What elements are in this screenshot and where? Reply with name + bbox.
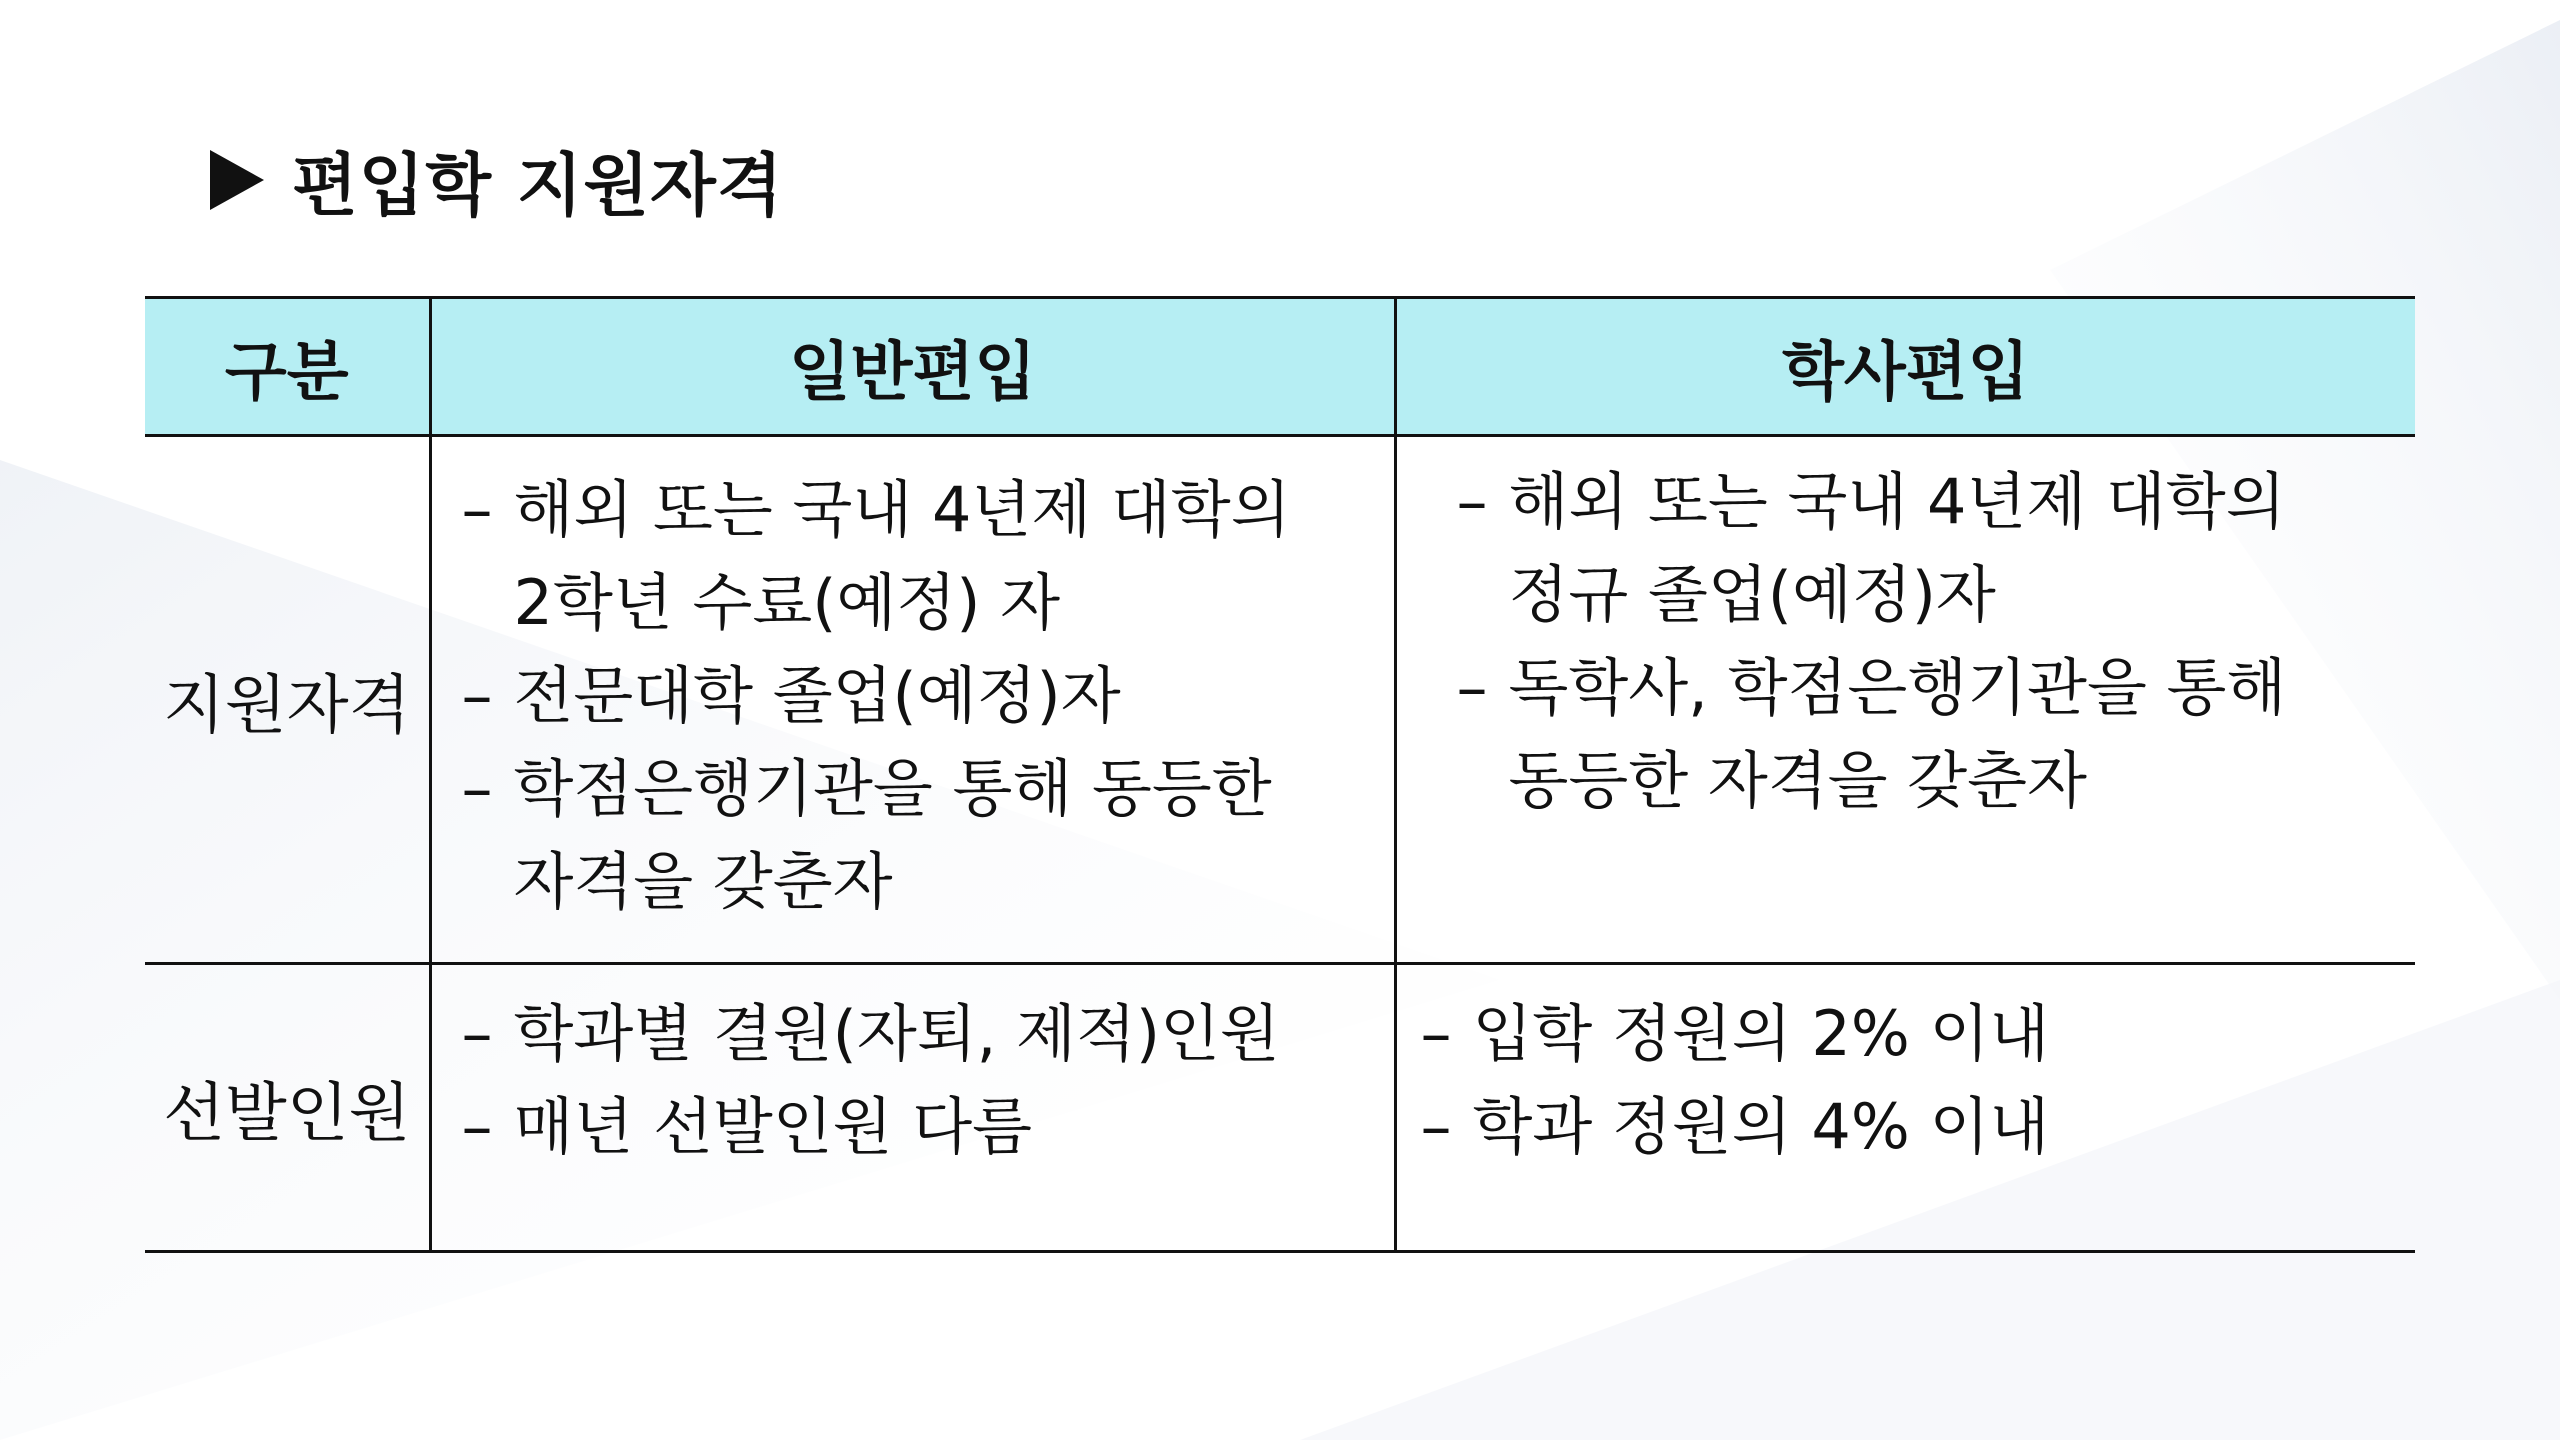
list-item: – 학과별 결원(자퇴, 제적)인원: [462, 987, 1364, 1080]
list-item: – 학과 정원의 4% 이내: [1421, 1080, 2386, 1173]
header-general-transfer: 일반편입: [430, 298, 1395, 436]
page-title: [210, 130, 784, 230]
table-row-quota: [145, 964, 2415, 1252]
row-label-quota: 선발인원: [145, 964, 430, 1252]
row-label-eligibility: 지원자격: [145, 436, 430, 964]
cell-general-quota: [430, 964, 1395, 1252]
header-category: 구분: [145, 298, 430, 436]
table-header-row: [145, 298, 2415, 436]
cell-bachelor-eligibility: [1395, 436, 2415, 964]
table-row-eligibility: [145, 436, 2415, 964]
cell-bachelor-quota: [1395, 964, 2415, 1252]
list-item: – 해외 또는 국내 4년제 대학의 2학년 수료(예정) 자: [462, 463, 1364, 649]
list-item: – 해외 또는 국내 4년제 대학의 정규 졸업(예정)자: [1457, 455, 2386, 641]
list-item: – 전문대학 졸업(예정)자: [462, 649, 1364, 742]
page-title-text: 편입학 지원자격: [292, 146, 784, 226]
cell-general-eligibility: [430, 436, 1395, 964]
eligibility-table: [145, 296, 2415, 1253]
list-item: – 학점은행기관을 통해 동등한 자격을 갖춘자: [462, 742, 1364, 928]
list-item: – 입학 정원의 2% 이내: [1421, 987, 2386, 1080]
list-item: – 독학사, 학점은행기관을 통해 동등한 자격을 갖춘자: [1457, 641, 2386, 827]
list-item: – 매년 선발인원 다름: [462, 1080, 1364, 1173]
header-bachelor-transfer: 학사편입: [1395, 298, 2415, 436]
triangle-bullet-icon: [210, 150, 264, 210]
